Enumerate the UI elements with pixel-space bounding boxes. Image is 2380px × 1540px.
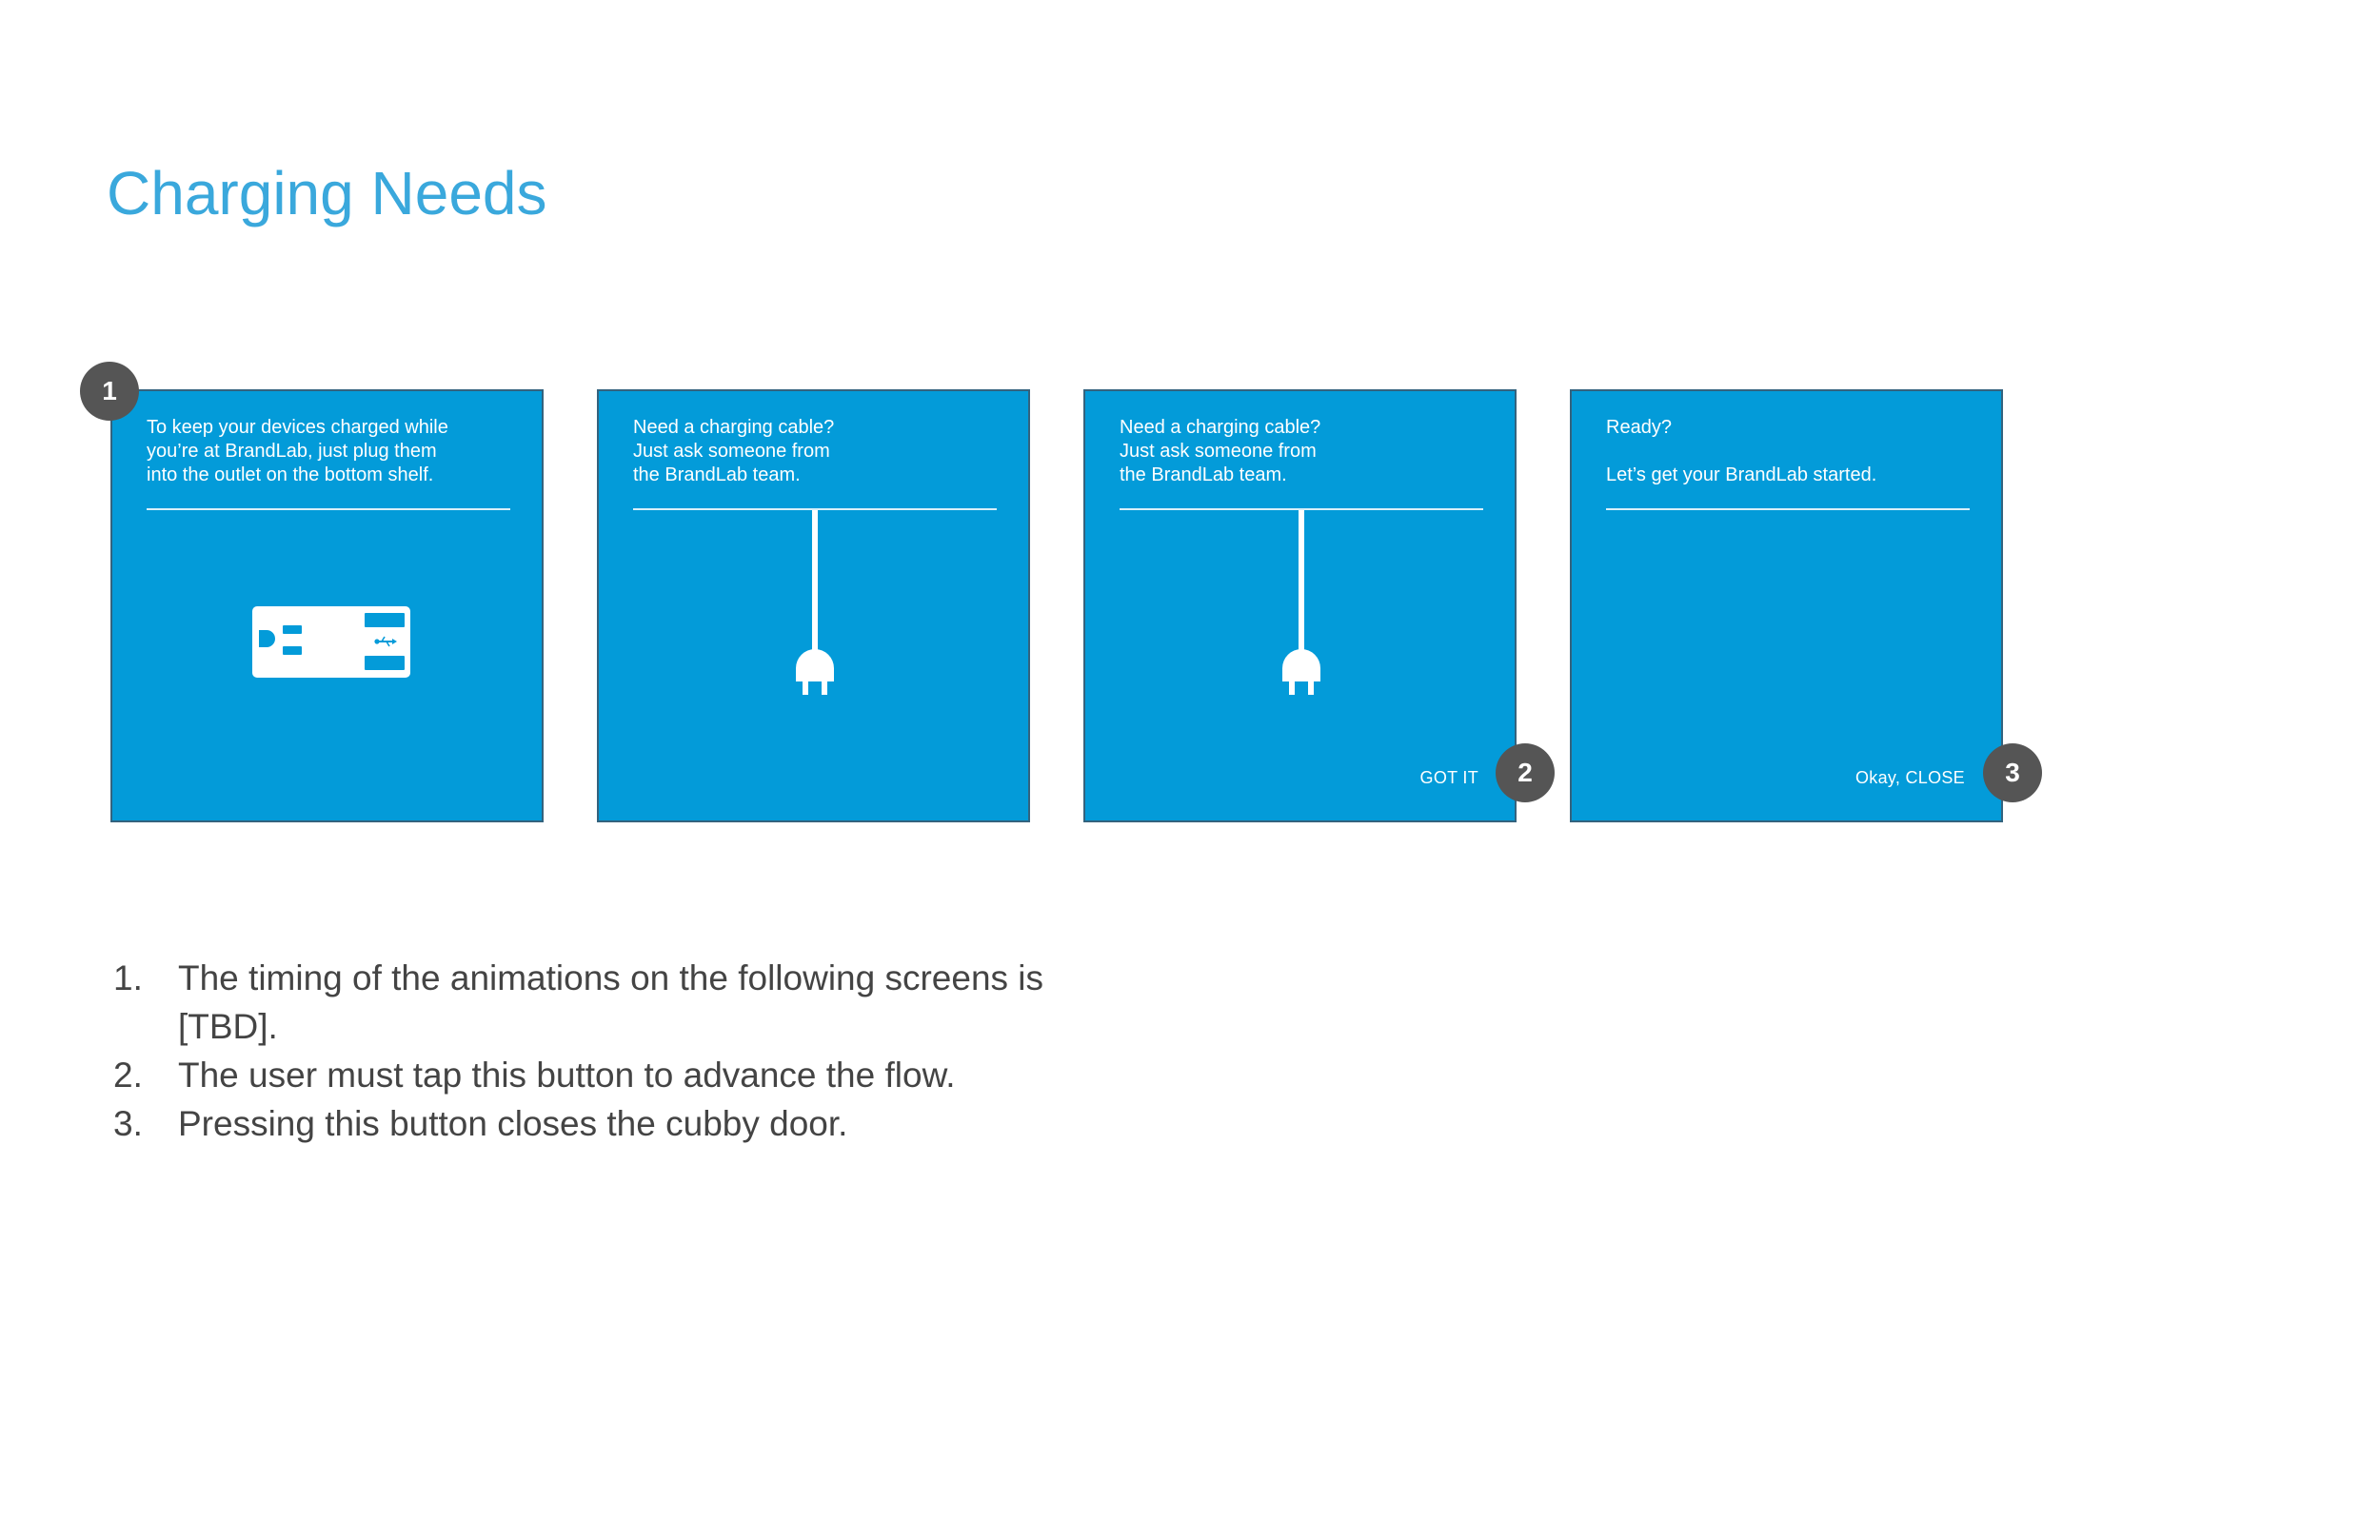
note-text: The user must tap this button to advance the flow. bbox=[178, 1056, 956, 1095]
note-number: 3. bbox=[113, 1104, 143, 1143]
screen-1 bbox=[110, 389, 544, 822]
annotation-notes bbox=[107, 954, 1106, 1148]
screen-2 bbox=[597, 389, 1030, 822]
screen-3 bbox=[1083, 389, 1517, 822]
got-it-button[interactable]: GOT IT bbox=[1419, 768, 1478, 787]
divider bbox=[1606, 508, 1970, 510]
power-strip-icon bbox=[252, 606, 410, 678]
divider bbox=[147, 508, 510, 510]
callout-marker-1: 1 bbox=[80, 362, 139, 421]
screen-message: Ready? Let’s get your BrandLab started. bbox=[1606, 417, 1877, 485]
note-item bbox=[107, 1051, 1106, 1099]
okay-close-button[interactable]: Okay, CLOSE bbox=[1854, 768, 1965, 787]
note-text: The timing of the animations on the following screens is [TBD]. bbox=[178, 958, 1044, 1046]
page-title: Charging Needs bbox=[107, 159, 547, 227]
screen-message: Need a charging cable? Just ask someone from the BrandLab team. bbox=[1120, 417, 1321, 485]
note-item bbox=[107, 1099, 1106, 1148]
screen-message: Need a charging cable? Just ask someone from the BrandLab team. bbox=[633, 417, 835, 485]
plug-cable-icon bbox=[1276, 510, 1327, 701]
screen-message: To keep your devices charged while you’re at BrandLab, just plug them into the outlet on the bottom shelf. bbox=[147, 417, 448, 485]
note-text: Pressing this button closes the cubby door. bbox=[178, 1104, 848, 1143]
callout-marker-3: 3 bbox=[1983, 743, 2042, 802]
plug-cable-icon bbox=[789, 510, 841, 701]
screen-4 bbox=[1570, 389, 2003, 822]
note-item bbox=[107, 954, 1106, 1051]
note-number: 2. bbox=[113, 1056, 143, 1095]
callout-marker-2: 2 bbox=[1496, 743, 1555, 802]
note-number: 1. bbox=[113, 958, 143, 997]
